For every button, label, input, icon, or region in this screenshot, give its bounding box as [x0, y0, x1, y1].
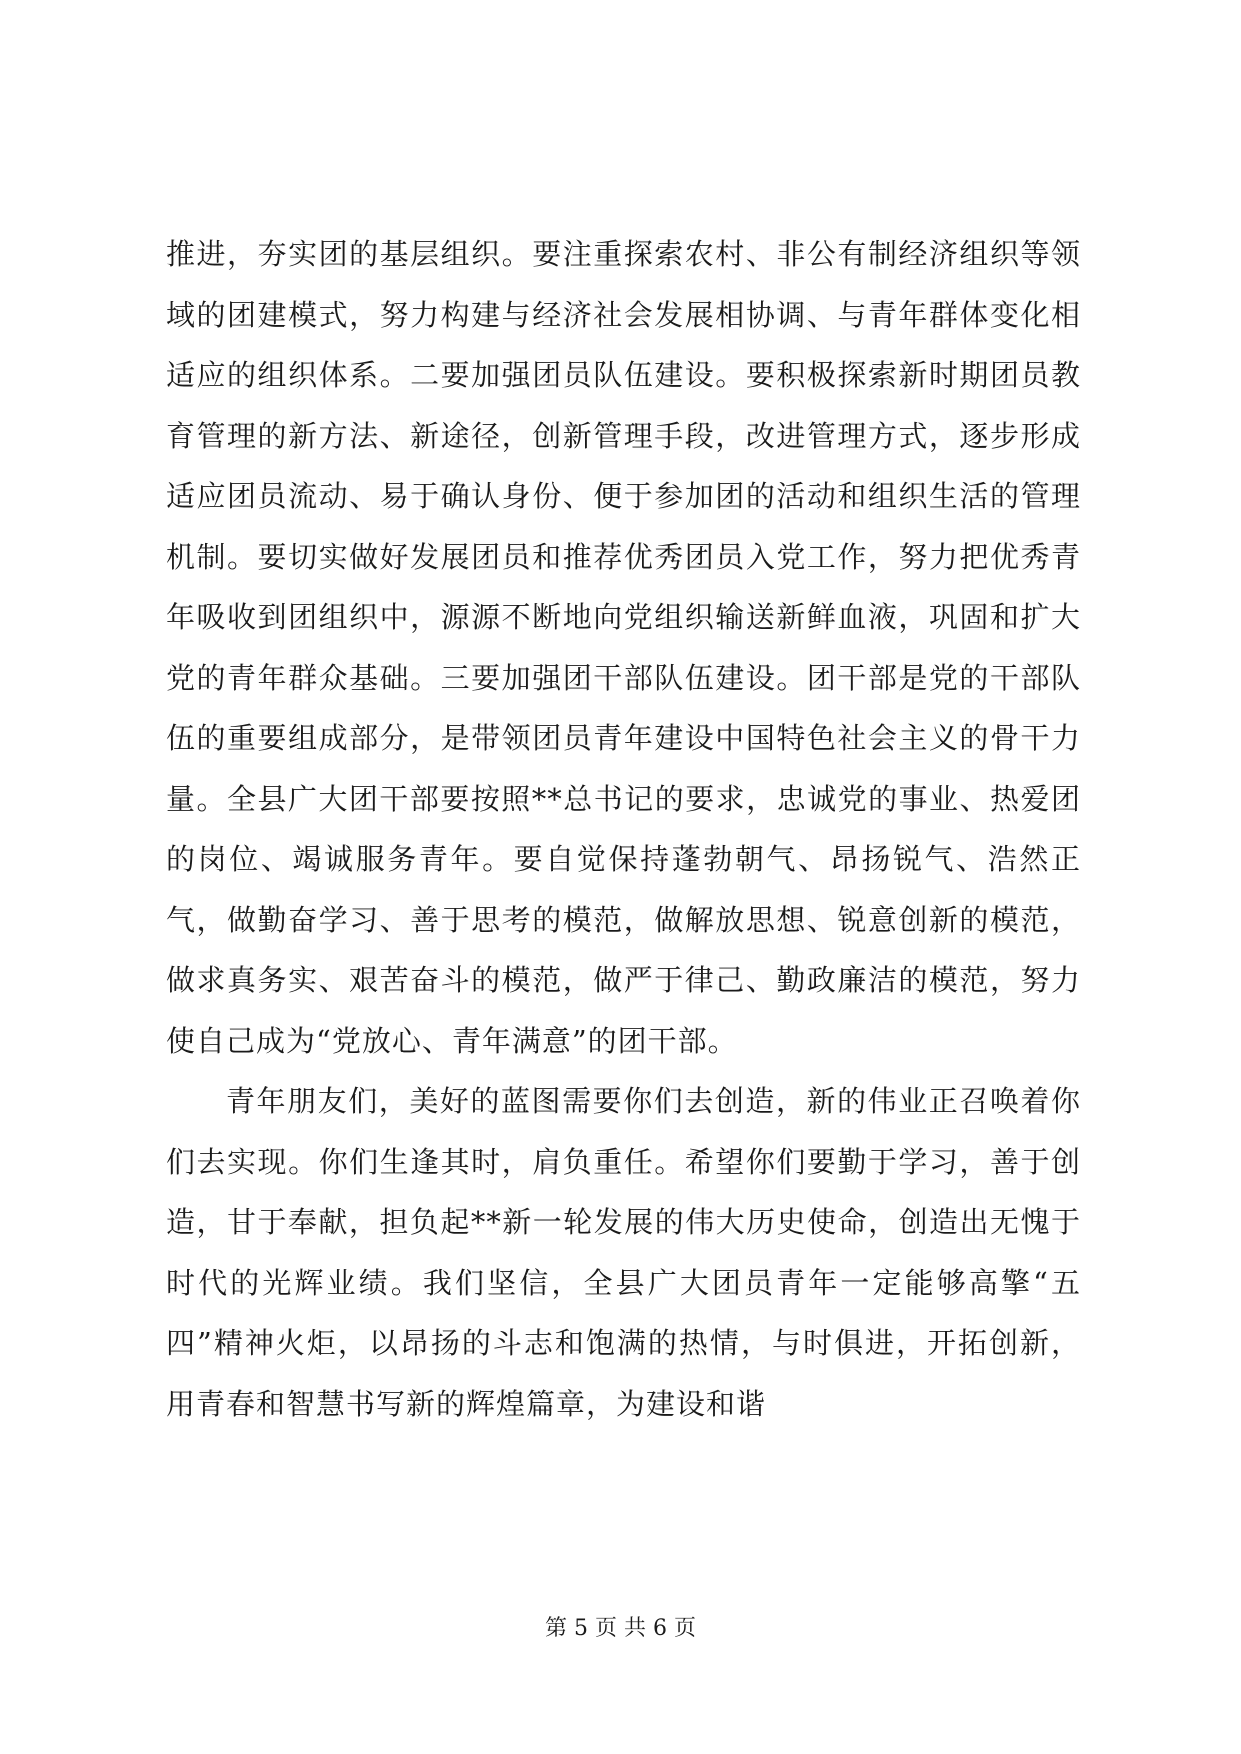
paragraph-1: 推进，夯实团的基层组织。要注重探索农村、非公有制经济组织等领域的团建模式，努力构建与经济社会发展相协调、与青年群体变化相适应的组织体系。二要加强团员队伍建设。要积极探索新时期团员教育管理的新方法、新途径，创新管理手段，改进管理方式，逐步形成适应团员流动、易于确认身份、便于参加团的活动和组织生活的管理机制。要切实做好发展团员和推荐优秀团员入党工作，努力把优秀青年吸收到团组织中，源源不断地向党组织输送新鲜血液，巩固和扩大党的青年群众基础。三要加强团干部队伍建设。团干部是党的干部队伍的重要组成部分，是带领团员青年建设中国特色社会主义的骨干力量。全县广大团干部要按照**总书记的要求，忠诚党的事业、热爱团的岗位、竭诚服务青年。要自觉保持蓬勃朝气、昂扬锐气、浩然正气，做勤奋学习、善于思考的模范，做解放思想、锐意创新的模范，做求真务实、艰苦奋斗的模范，做严于律己、勤政廉洁的模范，努力使自己成为“党放心、青年满意”的团干部。	[166, 237, 1081, 1058]
page-footer: 第 5 页 共 6 页	[545, 1616, 696, 1641]
document-body	[166, 224, 1081, 1434]
paragraph-2: 青年朋友们，美好的蓝图需要你们去创造，新的伟业正召唤着你们去实现。你们生逢其时，肩负重任。希望你们要勤于学习，善于创造，甘于奉献，担负起**新一轮发展的伟大历史使命，创造出无愧于时代的光辉业绩。我们坚信，全县广大团员青年一定能够高擎“五四”精神火炬，以昂扬的斗志和饱满的热情，与时俱进，开拓创新，用青春和智慧书写新的辉煌篇章，为建设和谐	[166, 1084, 1081, 1421]
